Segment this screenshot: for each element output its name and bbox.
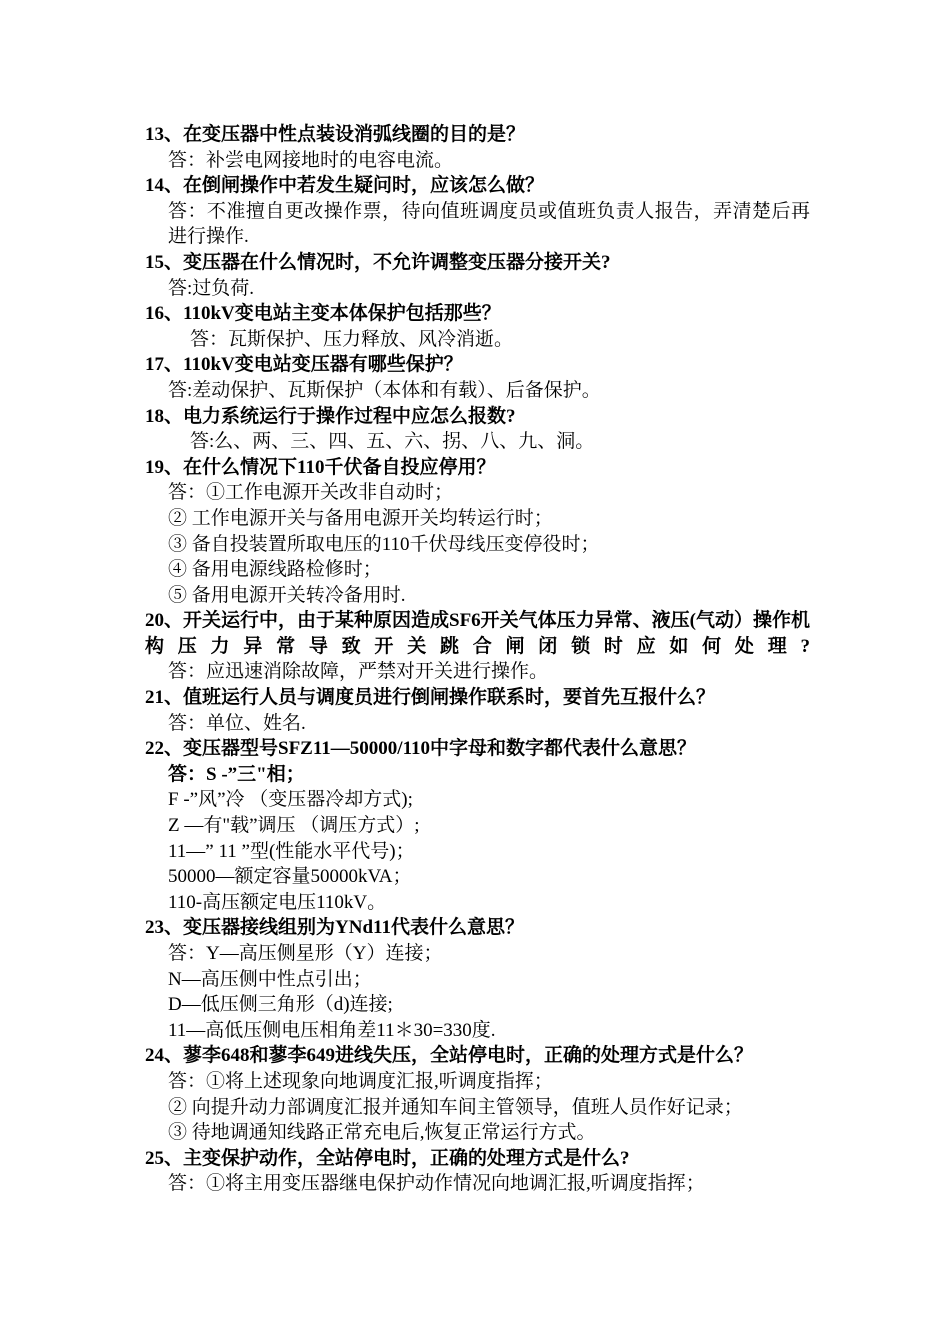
answer-line: 答：补尝电网接地时的电容电流。 — [168, 149, 454, 171]
answer-line: 答：S -”三"相； — [168, 763, 305, 785]
document-body — [145, 122, 810, 1197]
answer-line: F -”风”冷 （变压器冷却方式); — [168, 789, 413, 811]
answer-line: 答：①将上述现象向地调度汇报,听调度指挥； — [168, 1070, 553, 1092]
question-line: 16、110kV变电站主变本体保护包括那些？ — [145, 303, 501, 325]
answer-line: Z —有"载”调压 （调压方式）; — [168, 815, 420, 837]
question-line: 19、在什么情况下110千伏备自投应停用？ — [145, 456, 496, 478]
answer-line: 答：不准擅自更改操作票，待向值班调度员或值班负责人报告，弄清楚后再进行操作. — [168, 200, 810, 248]
answer-line: 答：瓦斯保护、压力释放、风冷消逝。 — [190, 328, 514, 350]
answer-line: ④ 备用电源线路检修时； — [168, 559, 382, 581]
answer-line: 答：单位、姓名. — [168, 712, 306, 734]
question-line: 20、开关运行中，由于某种原因造成SF6开关气体压力异常、液压(气动）操作机构压力异常导致开关跳合闸闭锁时应如何处理? — [145, 610, 811, 657]
question-line: 18、电力系统运行于操作过程中应怎么报数? — [145, 405, 516, 427]
question-line: 25、主变保护动作，全站停电时，正确的处理方式是什么? — [145, 1147, 630, 1169]
answer-line: 答：①工作电源开关改非自动时； — [168, 482, 454, 504]
answer-line: ⑤ 备用电源开关转冷备用时. — [168, 584, 406, 606]
question-line: 22、变压器型号SFZ11—50000/110中字母和数字都代表什么意思？ — [145, 738, 697, 760]
question-line: 17、110kV变电站变压器有哪些保护？ — [145, 354, 463, 376]
answer-line: 答：Y—高压侧星形（Y）连接； — [168, 943, 443, 964]
answer-line: ② 工作电源开关与备用电源开关均转运行时； — [168, 507, 553, 529]
answer-line: 110-高压额定电压110kV。 — [168, 891, 387, 913]
answer-line: 答：①将主用变压器继电保护动作情况向地调汇报,听调度指挥； — [168, 1173, 705, 1195]
question-line: 24、蓼李648和蓼李649进线失压，全站停电时，正确的处理方式是什么？ — [145, 1045, 754, 1067]
answer-line: N—高压侧中性点引出； — [168, 968, 372, 990]
answer-line: 答:差动保护、瓦斯保护（本体和有载）、后备保护。 — [168, 379, 601, 401]
question-line: 15、变压器在什么情况时，不允许调整变压器分接开关? — [145, 251, 611, 273]
answer-line: 答:么、两、三、四、五、六、拐、八、九、洞。 — [190, 431, 595, 453]
answer-line: 答:过负荷. — [168, 277, 255, 299]
question-line: 14、在倒闸操作中若发生疑问时，应该怎么做？ — [145, 175, 545, 197]
question-line: 21、值班运行人员与调度员进行倒闸操作联系时，要首先互报什么？ — [145, 687, 716, 709]
answer-line: 11—” 11 ”型(性能水平代号)； — [168, 840, 415, 862]
answer-line: ③ 备自投装置所取电压的110千伏母线压变停役时； — [168, 533, 600, 555]
answer-line: D—低压侧三角形（d)连接; — [168, 994, 393, 1016]
answer-line: ③ 待地调通知线路正常充电后,恢复正常运行方式。 — [168, 1122, 596, 1144]
answer-line: 答：应迅速消除故障，严禁对开关进行操作。 — [168, 661, 549, 683]
answer-line: ② 向提升动力部调度汇报并通知车间主管领导，值班人员作好记录； — [168, 1096, 743, 1118]
answer-line: 50000—额定容量50000kVA； — [168, 866, 412, 888]
answer-line: 11—高低压侧电压相角差11＊30=330度. — [168, 1019, 496, 1041]
question-line: 13、在变压器中性点装设消弧线圈的目的是？ — [145, 124, 526, 145]
question-line: 23、变压器接线组别为YNd11代表什么意思？ — [145, 917, 524, 939]
